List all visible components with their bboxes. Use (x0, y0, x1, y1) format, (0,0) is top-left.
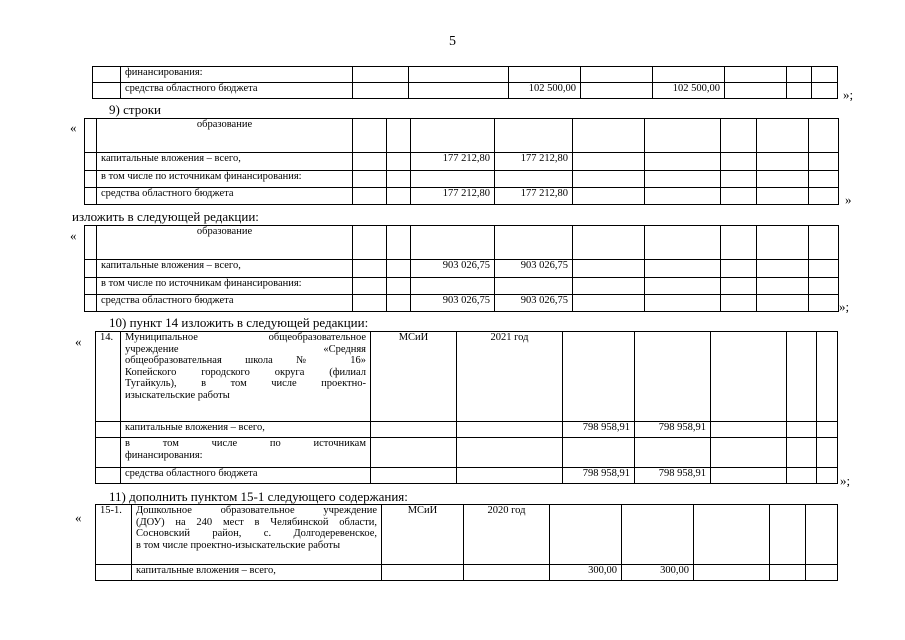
value-cell: 177 212,80 (411, 153, 495, 171)
value-cell: 903 026,75 (495, 260, 573, 278)
table-cell: капитальные вложения – всего, (121, 422, 371, 438)
table-cell: средства областного бюджета (97, 295, 353, 312)
table-block-4 (95, 331, 838, 484)
organization-cell: МСиИ (382, 505, 464, 565)
table-cell: капитальные вложения – всего, (97, 153, 353, 171)
closing-quote: »; (839, 299, 850, 314)
value-cell: 177 212,80 (411, 188, 495, 205)
value-cell: 798 958,91 (563, 468, 635, 484)
table-block-3 (84, 225, 839, 312)
replace-text: изложить в следующей редакции: (72, 209, 259, 224)
item-10-heading: 10) пункт 14 изложить в следующей редакции: (109, 315, 369, 330)
value-cell: 798 958,91 (635, 468, 711, 484)
value-cell: 177 212,80 (495, 188, 573, 205)
value-cell: 903 026,75 (411, 260, 495, 278)
table-cell: средства областного бюджета (121, 83, 353, 99)
opening-quote: « (75, 334, 82, 349)
year-cell: 2021 год (457, 332, 563, 422)
table-header: образование (97, 119, 353, 153)
table-header: образование (97, 226, 353, 260)
value-cell: 798 958,91 (563, 422, 635, 438)
table-cell: в том числе по источникам финансирования: (97, 278, 353, 295)
organization-cell: МСиИ (371, 332, 457, 422)
value-cell: 300,00 (622, 565, 694, 581)
item-11-heading: 11) дополнить пунктом 15-1 следующего содержания: (109, 489, 408, 504)
table-cell: в том числе по источникам финансирования: (97, 171, 353, 188)
table-cell: средства областного бюджета (121, 468, 371, 484)
closing-quote: »; (843, 87, 854, 102)
value-cell: 903 026,75 (411, 295, 495, 312)
table-cell: капитальные вложения – всего, (132, 565, 382, 581)
value-cell: 102 500,00 (509, 83, 581, 99)
object-name: Дошкольное образовательное учреждение (ДОУ) на 240 мест в Челябинской области, Сосновский район, с. Долгодеревенское, в том числе проектно-изыскательские работы (132, 505, 382, 565)
table-block-1 (92, 66, 838, 99)
table-cell: финансирования: (121, 67, 353, 83)
year-cell: 2020 год (464, 505, 550, 565)
object-name: Муниципальное общеобразовательное учреждение «Средняя общеобразовательная школа № 16» Копейского городского округа (филиал Тугайкуль), в том числе проектно- изыскательские работы (121, 332, 371, 422)
opening-quote: « (75, 510, 82, 525)
item-number: 14. (96, 332, 121, 422)
table-cell: в том числе по источникам финансирования: (121, 438, 371, 468)
value-cell: 102 500,00 (653, 83, 725, 99)
table-block-2 (84, 118, 839, 205)
table-cell: капитальные вложения – всего, (97, 260, 353, 278)
value-cell: 798 958,91 (635, 422, 711, 438)
item-number: 15-1. (96, 505, 132, 565)
page-number: 5 (449, 34, 456, 49)
value-cell: 903 026,75 (495, 295, 573, 312)
closing-quote: »; (840, 473, 851, 488)
value-cell: 177 212,80 (495, 153, 573, 171)
item-9-heading: 9) строки (109, 102, 161, 117)
table-block-5 (95, 504, 838, 581)
table-cell: средства областного бюджета (97, 188, 353, 205)
opening-quote: « (70, 120, 77, 135)
value-cell: 300,00 (550, 565, 622, 581)
opening-quote: « (70, 228, 77, 243)
closing-quote: » (845, 192, 852, 207)
